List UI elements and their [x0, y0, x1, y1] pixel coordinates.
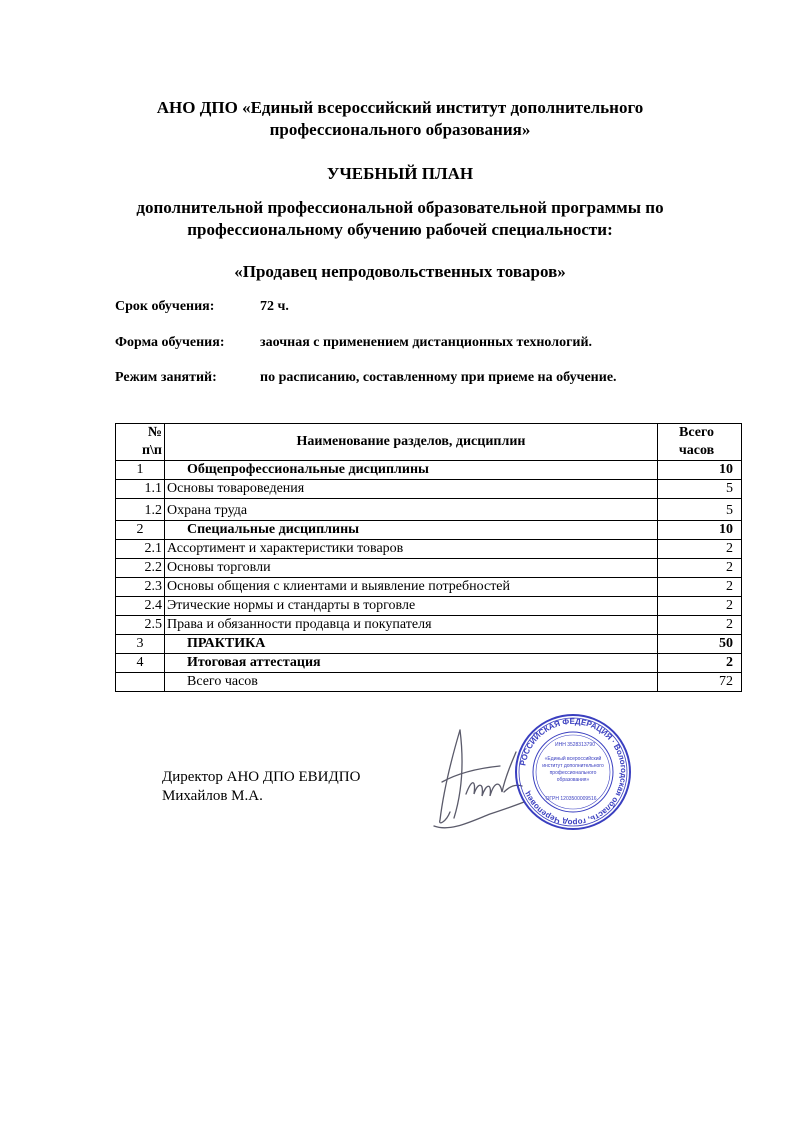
table-row — [116, 480, 742, 499]
row-hours: 5 — [658, 499, 742, 521]
row-hours: 2 — [658, 616, 742, 635]
org-name-line-2: профессионального образования» — [269, 120, 531, 139]
row-name: Общепрофессиональные дисциплины — [165, 461, 658, 480]
row-num: 1 — [116, 461, 165, 480]
program-name: «Продавец непродовольственных товаров» — [234, 262, 566, 281]
row-name: Всего часов — [165, 673, 658, 692]
row-hours: 2 — [658, 597, 742, 616]
row-name: Этические нормы и стандарты в торговле — [165, 597, 658, 616]
stamp-inner-line-1: «Единый всероссийский — [544, 756, 602, 762]
row-num — [116, 673, 165, 692]
row-num: 2.1 — [116, 540, 165, 559]
duration-value: 72 ч. — [260, 299, 289, 314]
row-num: 2.5 — [116, 616, 165, 635]
director-name: Михайлов М.А. — [162, 788, 263, 804]
director-signature-block — [162, 768, 360, 806]
row-hours: 2 — [658, 559, 742, 578]
header-num — [116, 424, 165, 461]
row-name: Ассортимент и характеристики товаров — [165, 540, 658, 559]
table-row — [116, 559, 742, 578]
header-num-line-2: п\п — [141, 443, 162, 458]
table-row — [116, 616, 742, 635]
curriculum-table — [115, 423, 742, 692]
stamp-ogrn: ОГРН 1203500009516 — [545, 796, 597, 802]
mode-label: Режим занятий: — [115, 370, 217, 385]
table-row — [116, 540, 742, 559]
mode-value: по расписанию, составленному при приеме на обучение. — [260, 370, 617, 385]
row-num: 2.4 — [116, 597, 165, 616]
row-name: Итоговая аттестация — [165, 654, 658, 673]
table-total-row — [116, 673, 742, 692]
table-row — [116, 654, 742, 673]
table-row — [116, 461, 742, 480]
header-num-line-1: № — [147, 425, 162, 440]
row-hours: 5 — [658, 480, 742, 499]
stamp-inn: ИНН 3528313790 — [554, 742, 596, 748]
row-num: 1.1 — [116, 480, 165, 499]
row-name: Специальные дисциплины — [165, 521, 658, 540]
header-hours-line-2: часов — [678, 443, 715, 458]
table-header-row — [116, 424, 742, 461]
row-name: Основы общения с клиентами и выявление потребностей — [165, 578, 658, 597]
page-title: УЧЕБНЫЙ ПЛАН — [326, 164, 474, 183]
program-description-line-2: профессиональному обучению рабочей специальности: — [187, 220, 613, 239]
table-row — [116, 578, 742, 597]
row-num: 1.2 — [116, 499, 165, 521]
row-name: Основы торговли — [165, 559, 658, 578]
meta-mode — [115, 369, 617, 387]
row-hours: 72 — [658, 673, 742, 692]
table-row — [116, 597, 742, 616]
row-hours: 10 — [658, 461, 742, 480]
row-hours: 2 — [658, 540, 742, 559]
meta-form — [115, 334, 593, 352]
row-num: 2 — [116, 521, 165, 540]
stamp-inner-line-3: профессионального — [549, 770, 597, 776]
director-position: Директор АНО ДПО ЕВИДПО — [162, 769, 361, 785]
stamp-outer-text: РОССИЙСКАЯ ФЕДЕРАЦИЯ · Вологодская область, город Череповец — [518, 716, 629, 828]
header-hours — [658, 424, 742, 461]
row-name: ПРАКТИКА — [165, 635, 658, 654]
form-value: заочная с применением дистанционных технологий. — [260, 335, 593, 350]
duration-label: Срок обучения: — [115, 299, 215, 314]
table-row — [116, 499, 742, 521]
org-name-line-1: АНО ДПО «Единый всероссийский институт дополнительного — [156, 98, 644, 117]
row-num: 3 — [116, 635, 165, 654]
row-num: 2.3 — [116, 578, 165, 597]
table-row — [116, 521, 742, 540]
header-name: Наименование разделов, дисциплин — [165, 424, 658, 461]
row-hours: 2 — [658, 654, 742, 673]
form-label: Форма обучения: — [115, 335, 225, 350]
row-name: Основы товароведения — [165, 480, 658, 499]
row-hours: 2 — [658, 578, 742, 597]
row-num: 4 — [116, 654, 165, 673]
row-hours: 50 — [658, 635, 742, 654]
official-stamp — [513, 712, 633, 832]
stamp-inner-line-4: образования» — [556, 777, 590, 783]
table-row — [116, 635, 742, 654]
program-description-line-1: дополнительной профессиональной образовательной программы по — [136, 198, 664, 217]
row-num: 2.2 — [116, 559, 165, 578]
meta-duration — [115, 298, 289, 316]
row-name: Охрана труда — [165, 499, 658, 521]
row-name: Права и обязанности продавца и покупателя — [165, 616, 658, 635]
header-hours-line-1: Всего — [679, 425, 714, 440]
stamp-inner-line-2: институт дополнительного — [542, 763, 604, 769]
row-hours: 10 — [658, 521, 742, 540]
